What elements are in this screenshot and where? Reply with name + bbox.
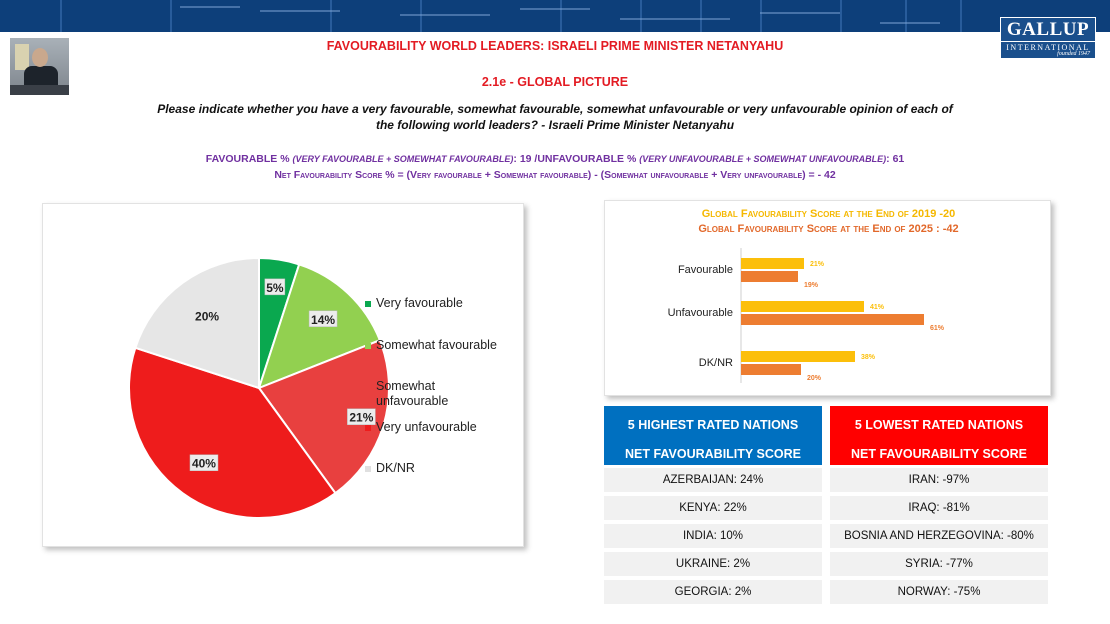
bar bbox=[741, 301, 864, 312]
survey-question bbox=[140, 101, 970, 133]
bar-data-label: 21% bbox=[810, 261, 825, 268]
logo-text: GALLUP bbox=[1006, 19, 1090, 40]
legend-swatch bbox=[365, 425, 371, 431]
bar-data-label: 61% bbox=[930, 325, 945, 332]
table-row: IRAN: -97% bbox=[830, 468, 1048, 492]
bar-category-label: DK/NR bbox=[698, 357, 733, 369]
table-row: BOSNIA AND HERZEGOVINA: -80% bbox=[830, 524, 1048, 548]
legend-label: Very favourable bbox=[376, 296, 463, 310]
highest-table-header bbox=[604, 406, 822, 465]
bar bbox=[741, 314, 924, 325]
bar-category-label: Favourable bbox=[677, 264, 733, 276]
bar bbox=[741, 258, 804, 269]
pie-chart-panel bbox=[42, 203, 524, 547]
bar-chart-panel bbox=[604, 200, 1051, 396]
bar-chart-title-2019: Global Favourability Score at the End of 2019 -20 bbox=[701, 208, 956, 220]
question-line-1: Please indicate whether you have a very favourable, somewhat favourable, somewhat unfavourable or very unfavourable opinion of each of bbox=[157, 102, 953, 116]
logo-founded: founded 1947 bbox=[1057, 51, 1090, 57]
pie-data-label: 20% bbox=[195, 309, 220, 324]
legend-label: Somewhat unfavourable bbox=[376, 379, 449, 408]
table-row: SYRIA: -77% bbox=[830, 552, 1048, 576]
question-line-2: the following world leaders? - Israeli Prime Minister Netanyahu bbox=[375, 118, 735, 132]
bar-chart bbox=[605, 201, 1052, 397]
table-row: GEORGIA: 2% bbox=[604, 580, 822, 604]
pie-chart bbox=[43, 204, 525, 548]
unfav-value: : 61 bbox=[886, 153, 905, 165]
table-row: IRAQ: -81% bbox=[830, 496, 1048, 520]
lowest-table-header bbox=[830, 406, 1048, 465]
legend-label: DK/NR bbox=[376, 461, 415, 475]
bar-chart-title-2025: Global Favourability Score at the End of 2025 : -42 bbox=[698, 223, 959, 235]
table-row: UKRAINE: 2% bbox=[604, 552, 822, 576]
bar-data-label: 20% bbox=[807, 375, 822, 382]
legend-label: Very unfavourable bbox=[376, 420, 477, 434]
legend-swatch bbox=[365, 384, 371, 390]
fav-prefix: FAVOURABLE % bbox=[205, 153, 293, 165]
legend-swatch bbox=[365, 343, 371, 349]
bar-data-label: 41% bbox=[870, 304, 885, 311]
highest-header-subtitle: NET FAVOURABILITY SCORE bbox=[625, 447, 801, 461]
fav-detail: (VERY FAVOURABLE + SOMEWHAT FAVOURABLE) bbox=[292, 154, 514, 164]
page-subtitle: 2.1e - GLOBAL PICTURE bbox=[481, 75, 629, 89]
legend-swatch bbox=[365, 301, 371, 307]
fav-value: : 19 /UNFAVOURABLE % bbox=[513, 153, 640, 165]
pie-data-label: 40% bbox=[191, 456, 216, 471]
pie-data-label: 14% bbox=[311, 312, 336, 327]
legend-label: Somewhat favourable bbox=[376, 338, 497, 352]
highest-header-title: 5 HIGHEST RATED NATIONS bbox=[627, 418, 799, 432]
bar-data-label: 38% bbox=[861, 354, 876, 361]
top-banner bbox=[0, 0, 1110, 32]
bar bbox=[741, 271, 798, 282]
table-row: INDIA: 10% bbox=[604, 524, 822, 548]
legend-swatch bbox=[365, 466, 371, 472]
table-row: AZERBAIJAN: 24% bbox=[604, 468, 822, 492]
pie-data-label: 21% bbox=[349, 410, 374, 425]
bar-category-label: Unfavourable bbox=[667, 307, 733, 319]
bar bbox=[741, 351, 855, 362]
table-row: KENYA: 22% bbox=[604, 496, 822, 520]
page-title: FAVOURABILITY WORLD LEADERS: ISRAELI PRIME MINISTER NETANYAHU bbox=[326, 39, 784, 53]
bar-data-label: 19% bbox=[804, 282, 819, 289]
unfav-detail: (VERY UNFAVOURABLE + SOMEWHAT UNFAVOURABLE) bbox=[639, 154, 887, 164]
net-score-formula bbox=[0, 169, 1110, 181]
favourable-summary bbox=[0, 153, 1110, 165]
lowest-header-title: 5 LOWEST RATED NATIONS bbox=[854, 418, 1024, 432]
bar bbox=[741, 364, 801, 375]
net-score-text: Net Favourability Score % = (Very favourable + Somewhat favourable) - (Somewhat unfavourable + Very unfavourable) = - 42 bbox=[274, 169, 836, 181]
logo-subtext: INTERNATIONAL bbox=[1001, 41, 1095, 52]
table-row: NORWAY: -75% bbox=[830, 580, 1048, 604]
pie-data-label: 5% bbox=[266, 280, 284, 295]
lowest-header-subtitle: NET FAVOURABILITY SCORE bbox=[851, 447, 1027, 461]
